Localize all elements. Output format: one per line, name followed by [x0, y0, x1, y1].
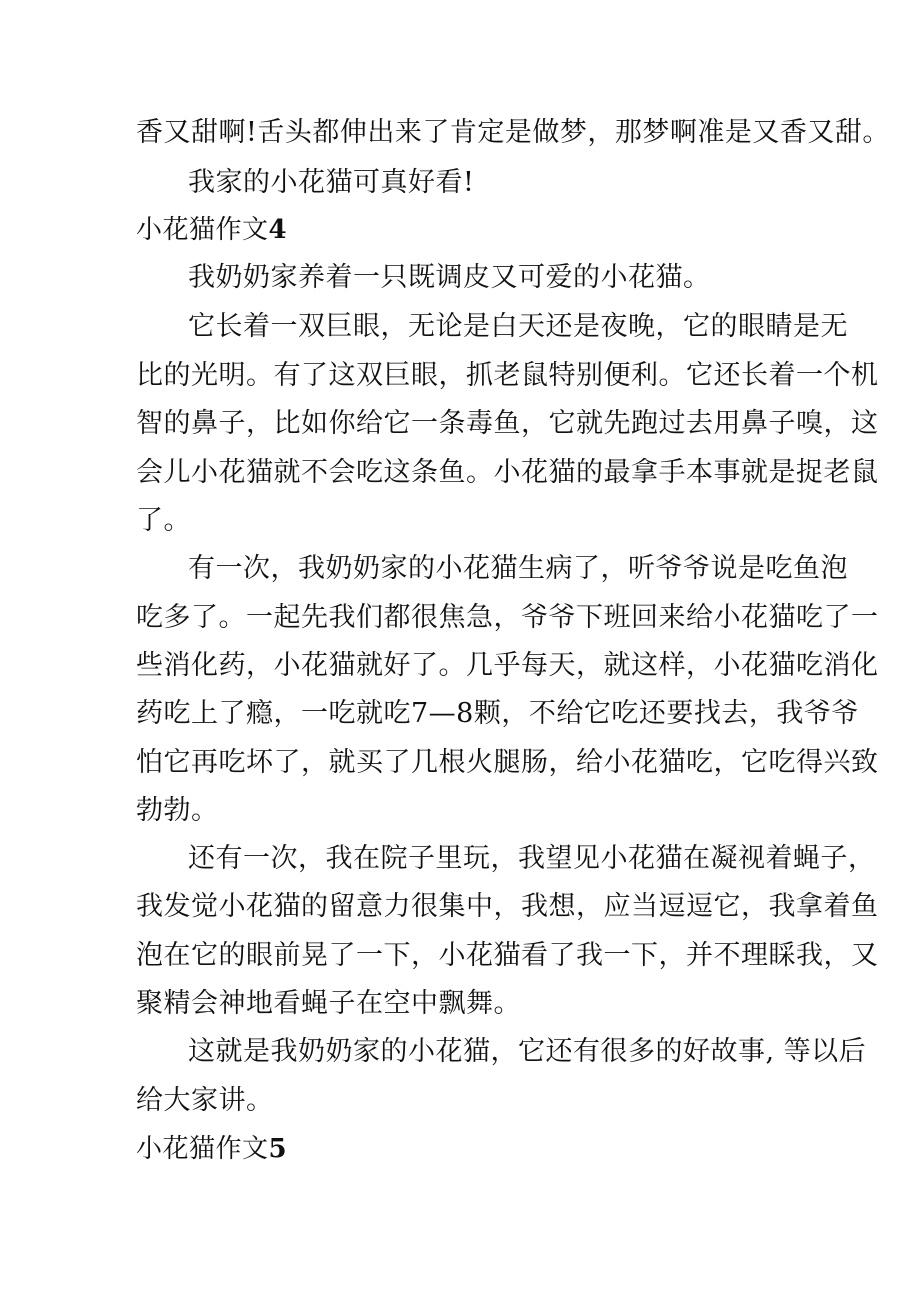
paragraph-line: 了。: [136, 505, 191, 536]
paragraph-line: 我家的小花猫可真好看!: [188, 167, 475, 198]
section-heading-4: [136, 214, 816, 246]
paragraph-line: 些消化药，小花猫就好了。几乎每天，就这样，小花猫吃消化: [136, 650, 879, 681]
section-heading-5: [136, 1133, 816, 1165]
paragraph-line: 智的鼻子，比如你给它一条毒鱼，它就先跑过去用鼻子嗅，这: [136, 408, 879, 439]
paragraph-line: 怕它再吃坏了，就买了几根火腿肠，给小花猫吃，它吃得兴致: [136, 747, 879, 778]
paragraph-line: 勃勃。: [136, 795, 219, 826]
paragraph-line: 泡在它的眼前晃了一下，小花猫看了我一下，并不理睬我，又: [136, 940, 879, 971]
paragraph-line: 这就是我奶奶家的小花猫，它还有很多的好故事, 等以后: [188, 1036, 867, 1067]
paragraph-line: 我发觉小花猫的留意力很集中，我想，应当逗逗它，我拿着鱼: [136, 891, 879, 922]
paragraph-line: 还有一次，我在院子里玩，我望见小花猫在凝视着蝇子，: [188, 843, 876, 874]
paragraph-line: 它长着一双巨眼，无论是白天还是夜晚，它的眼睛是无: [188, 311, 848, 342]
paragraph-line: 吃多了。一起先我们都很焦急，爷爷下班回来给小花猫吃了一: [136, 602, 879, 633]
heading-number: 5: [268, 1134, 288, 1164]
paragraph-line: 会儿小花猫就不会吃这条鱼。小花猫的最拿手本事就是捉老鼠: [136, 457, 879, 488]
paragraph-line: 比的光明。有了这双巨眼，抓老鼠特别便利。它还长着一个机: [136, 360, 879, 391]
heading-number: 4: [268, 215, 288, 245]
paragraph-line: 我奶奶家养着一只既调皮又可爱的小花猫。: [188, 262, 711, 293]
paragraph-line: 有一次，我奶奶家的小花猫生病了，听爷爷说是吃鱼泡: [188, 553, 848, 584]
paragraph-line: 聚精会神地看蝇子在空中飘舞。: [136, 988, 521, 1019]
paragraph-line: 香又甜啊!舌头都伸出来了肯定是做梦，那梦啊准是又香又甜。: [136, 117, 890, 148]
heading-text: 小花猫作文: [136, 215, 269, 245]
heading-text: 小花猫作文: [136, 1134, 269, 1164]
paragraph-line: 药吃上了瘾，一吃就吃7—8颗，不给它吃还要找去，我爷爷: [136, 698, 859, 729]
paragraph-line: 给大家讲。: [136, 1085, 274, 1116]
